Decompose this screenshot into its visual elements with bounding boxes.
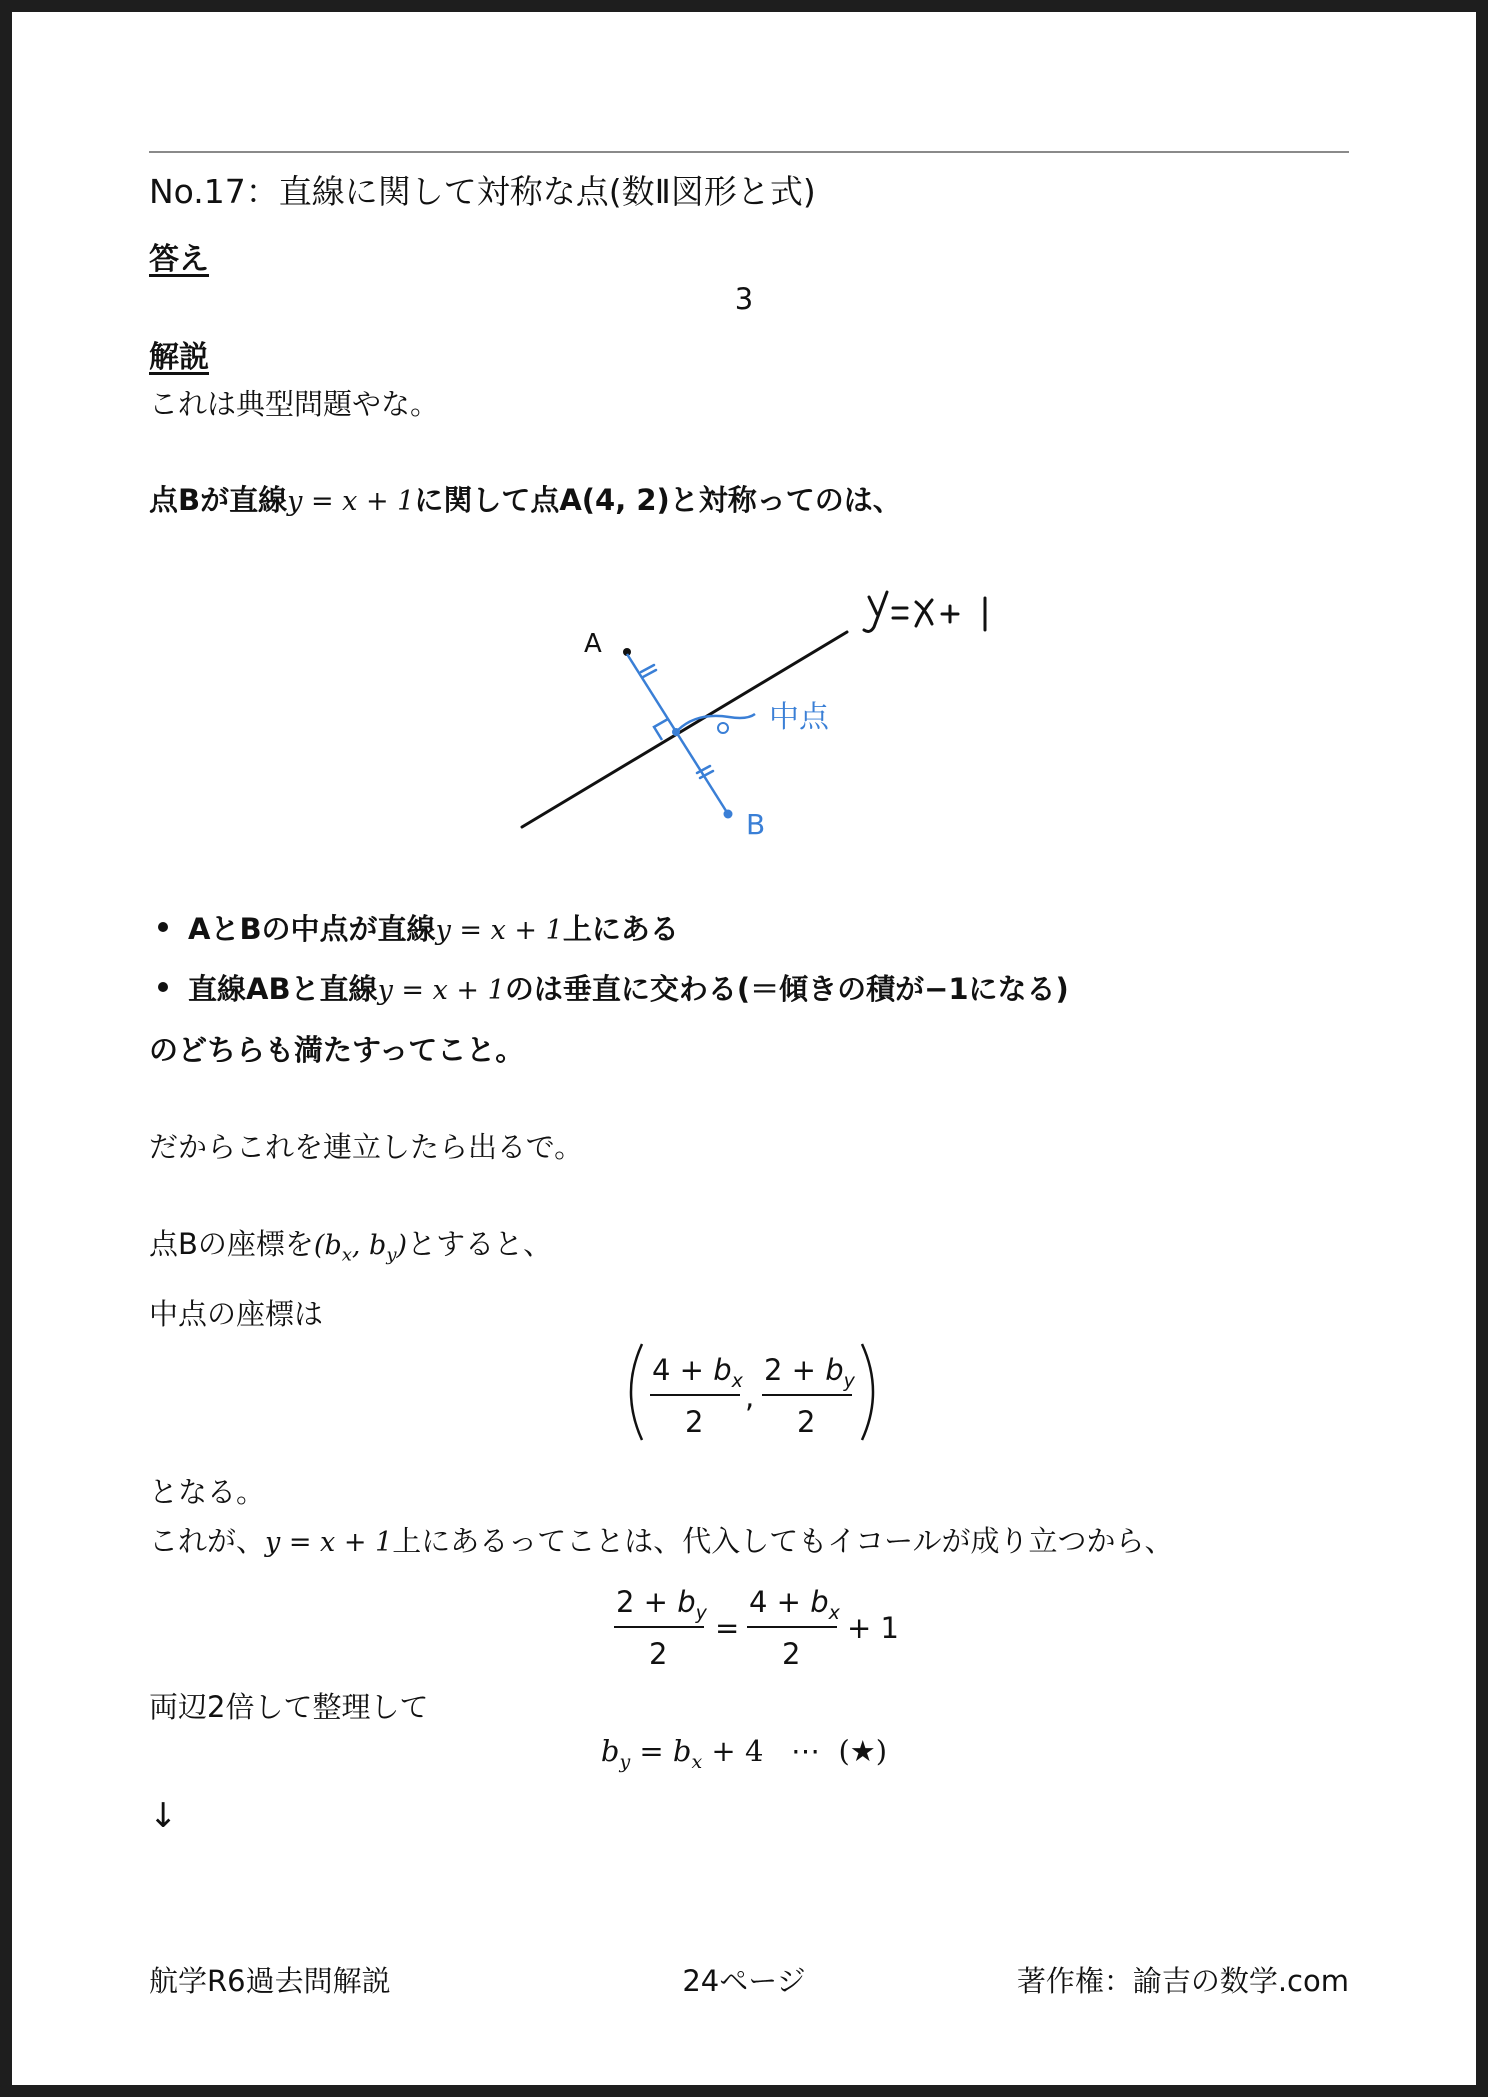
- line-label-handwritten: [864, 592, 985, 631]
- right-paren: [862, 1344, 873, 1440]
- page-title: No.17：直線に関して対称な点(数Ⅱ図形と式): [149, 172, 816, 211]
- symmetry-diagram: [492, 572, 1012, 852]
- svg-text:+ 1: + 1: [847, 1611, 899, 1645]
- svg-text:2: 2: [782, 1637, 801, 1671]
- bullet-item-1: [158, 907, 679, 948]
- substituted-equation: [612, 1572, 912, 1682]
- condition-line-equation: y = x + 1: [287, 486, 415, 517]
- svg-text:4 + bx: $4 + b_x$: [749, 1585, 840, 1624]
- bullet-item-2: [158, 967, 1069, 1008]
- footer-copyright: 著作権：諭吉の数学.com: [1016, 1964, 1349, 1998]
- bullet-1-post: 上にある: [562, 912, 679, 946]
- svg-text:=: =: [715, 1611, 740, 1645]
- down-arrow: ↓: [149, 1796, 178, 1836]
- equation-terms: [614, 1585, 899, 1671]
- point-b-dot: [724, 810, 733, 819]
- left-paren: [631, 1344, 642, 1440]
- svg-text:2: 2: [797, 1405, 816, 1439]
- coord-pre: 点Bの座標を: [149, 1227, 314, 1261]
- condition-pre: 点Bが直線: [149, 483, 288, 517]
- footer-left: 航学R6過去問解説: [149, 1964, 391, 1998]
- substitute-line-equation: y = x + 1: [265, 1527, 393, 1558]
- explanation-heading: 解説: [149, 340, 209, 375]
- bullet-1-line-equation: y = x + 1: [435, 915, 563, 946]
- bullet-dot: [158, 922, 168, 932]
- header-rule: [149, 151, 1349, 153]
- midpoint-formula: [612, 1332, 892, 1452]
- equal-length-ticks: [641, 665, 713, 778]
- svg-text:2 + by: $2 + b_y$: [616, 1585, 707, 1624]
- coordinate-statement: [149, 1222, 552, 1265]
- double-text: 両辺2倍して整理して: [149, 1690, 429, 1724]
- result-equation: $b_y = b_x + 4$ ⋯ (★): [600, 1734, 888, 1773]
- document-page: [12, 12, 1476, 2085]
- answer-value: 3: [734, 282, 754, 316]
- condition-post: に関して点A(4, 2)と対称ってのは、: [414, 483, 902, 517]
- svg-text:2 + by: $2 + b_y$: [764, 1353, 855, 1392]
- bullet-2-post: のは垂直に交わる(＝傾きの積が−1になる): [504, 972, 1069, 1006]
- svg-text:2: 2: [649, 1637, 668, 1671]
- substitute-pre: これが、: [149, 1524, 266, 1558]
- svg-text:2: 2: [685, 1405, 704, 1439]
- point-b-label: B: [746, 808, 766, 841]
- footer-page-number: 24ページ: [682, 1964, 806, 1998]
- both-conditions-text: のどちらも満たすってこと。: [149, 1033, 525, 1067]
- condition-statement: [149, 478, 902, 519]
- bullet-dot: [158, 982, 168, 992]
- answer-heading: 答え: [149, 242, 209, 277]
- solve-text: だからこれを連立したら出るで。: [149, 1130, 584, 1164]
- coord-post: とすると、: [407, 1227, 553, 1261]
- bullet-2-line-equation: y = x + 1: [377, 975, 505, 1006]
- intro-text: これは典型問題やな。: [149, 387, 440, 421]
- right-angle-mark: [654, 719, 668, 740]
- formula-terms: [650, 1353, 856, 1439]
- leader-circle: [718, 723, 728, 733]
- midpoint-label-text: 中点の座標は: [149, 1297, 324, 1331]
- naru-text: となる。: [149, 1475, 266, 1509]
- svg-text:,: ,: [745, 1380, 755, 1414]
- svg-text:4 + bx: $4 + b_x$: [652, 1353, 743, 1392]
- bullet-2-pre: 直線ABと直線: [188, 972, 378, 1006]
- bullet-1-pre: AとBの中点が直線: [188, 912, 436, 946]
- coord-math: ($b_x$, $b_y$): [313, 1230, 408, 1266]
- substitute-post: 上にあるってことは、代入してもイコールが成り立つから、: [392, 1524, 1174, 1558]
- substitute-statement: [149, 1519, 1174, 1560]
- point-a-label: A: [584, 629, 602, 659]
- midpoint-label: 中点: [769, 700, 829, 735]
